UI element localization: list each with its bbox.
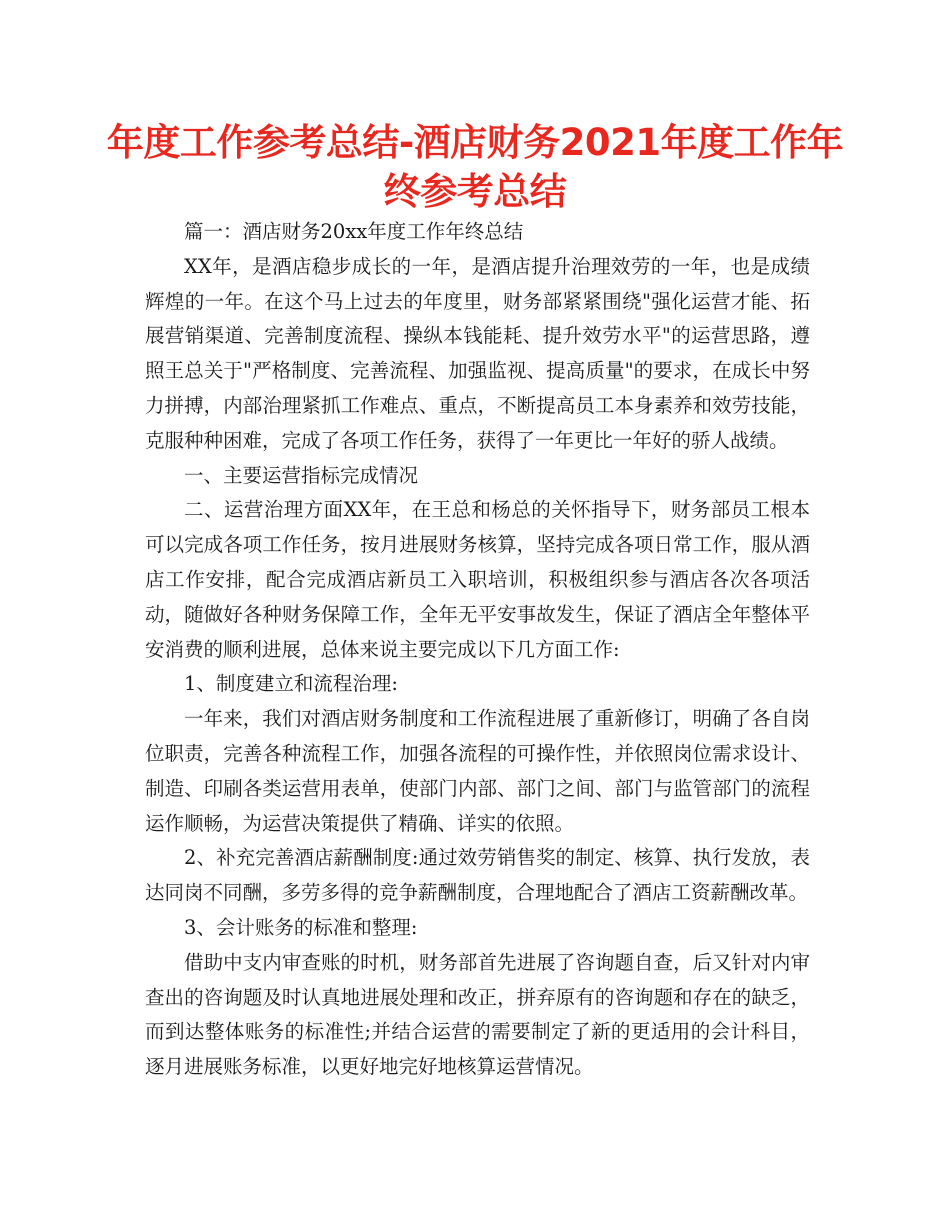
paragraph: 二、运营治理方面XX年，在王总和杨总的关怀指导下，财务部员工根本可以完成各项工作任务，按月进展财务核算，坚持完成各项日常工作，服从酒店工作安排，配合完成酒店新员工入职培训，积极组织参与酒店各次各项活动，随做好各种财务保障工作，全年无平安事故发生，保证了酒店全年整体平安消费的顺利进展，总体来说主要完成以下几方面工作: (145, 498, 810, 661)
document-title: 年度工作参考总结-酒店财务2021年度工作年终参考总结 (106, 121, 844, 213)
paragraph: XX年，是酒店稳步成长的一年，是酒店提升治理效劳的一年，也是成绩辉煌的一年。在这个马上过去的年度里，财务部紧紧围绕"强化运营才能、拓展营销渠道、完善制度流程、操纵本钱能耗、提升效劳水平"的运营思路，遵照王总关于"严格制度、完善流程、加强监视、提高质量"的要求，在成长中努力拼搏，内部治理紧抓工作难点、重点，不断提高员工本身素养和效劳技能，克服种种困难，完成了各项工作任务，获得了一年更比一年好的骄人战绩。 (145, 254, 810, 452)
section-heading: 3、会计账务的标准和整理: (184, 915, 418, 939)
paragraph: 一年来，我们对酒店财务制度和工作流程进展了重新修订，明确了各自岗位职责，完善各种流程工作，加强各流程的可操作性，并依照岗位需求设计、制造、印刷各类运营用表单，使部门内部、部门之间、部门与监管部门的流程运作顺畅，为运营决策提供了精确、详实的依照。 (145, 707, 810, 835)
paragraph: 借助中支内审查账的时机，财务部首先进展了咨询题自查，后又针对内审查出的咨询题及时认真地进展处理和改正，拼弃原有的咨询题和存在的缺乏，而到达整体账务的标准性;并结合运营的需要制定了新的更适用的会计科目，逐月进展账务标准，以更好地完好地核算运营情况。 (145, 950, 810, 1079)
paragraph: 2、补充完善酒店薪酬制度:通过效劳销售奖的制定、核算、执行发放，表达同岗不同酬，多劳多得的竞争薪酬制度，合理地配合了酒店工资薪酬改革。 (145, 846, 810, 905)
section-heading: 一、主要运营指标完成情况 (184, 463, 419, 487)
paragraph: 篇一：酒店财务20xx年度工作年终总结 (184, 220, 524, 243)
section-heading: 1、制度建立和流程治理: (184, 672, 398, 696)
document-body (145, 215, 810, 1085)
